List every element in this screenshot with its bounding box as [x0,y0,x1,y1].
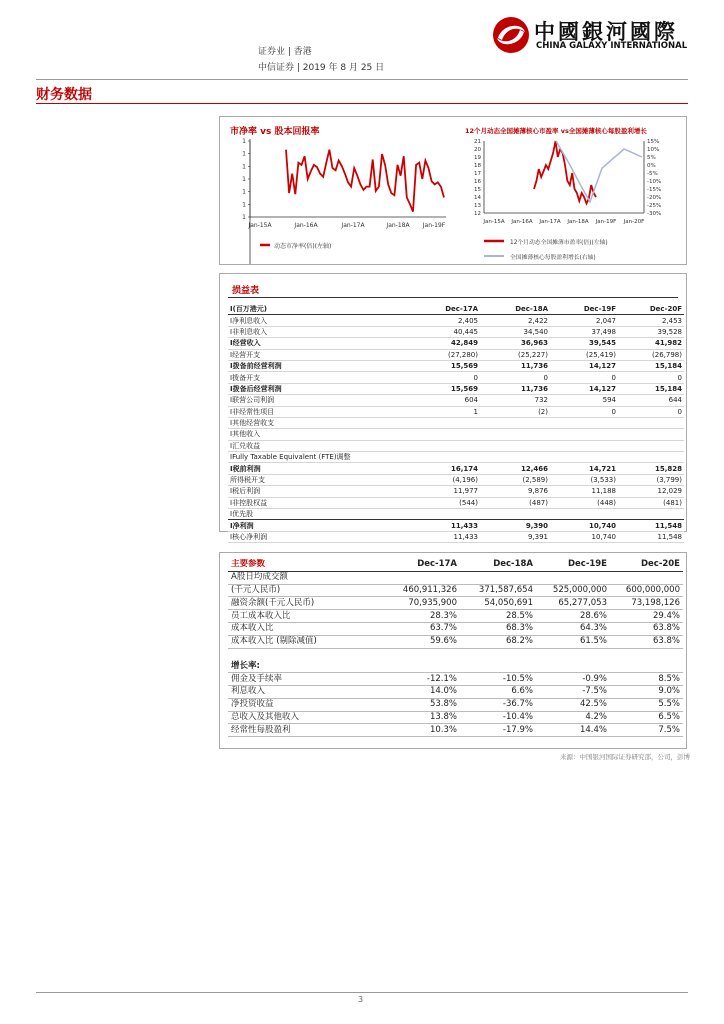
income-cell: 15,828 [618,463,684,474]
params-row [228,711,683,724]
income-cell: (544) [408,497,480,508]
income-row [228,360,684,371]
chart1-x-tick-label: Jan-19F [422,222,446,229]
income-row-label: I税前利润 [228,463,408,474]
income-cell: 11,977 [408,486,480,497]
income-cell [618,452,684,463]
income-cell: 11,548 [618,531,684,542]
chart2-x-tick-label: Jan-20F [623,219,645,225]
income-row-label: I其他经营收支 [228,417,408,428]
header-divider [36,79,688,80]
params-cell: 14.4% [536,724,610,737]
params-row-label: (千元人民币) [228,584,380,597]
chart2-y-right-tick-label: -15% [647,187,662,193]
params-row [228,597,683,610]
galaxy-swirl-icon [492,16,530,54]
income-row [228,474,684,485]
income-row [228,383,684,394]
income-row [228,463,684,474]
income-cell [550,417,618,428]
income-row [228,315,684,326]
income-cell: 604 [408,395,480,406]
income-header-year: Dec-20F [618,304,684,315]
params-cell: 10.3% [380,724,460,737]
chart2-y-left-tick-label: 15 [474,187,481,193]
income-statement-panel [219,273,687,541]
income-cell [618,509,684,520]
params-cell: 28.5% [460,610,536,623]
income-row-label: I联营公司利润 [228,395,408,406]
income-cell: 2,405 [408,315,480,326]
params-header-row [228,559,683,571]
params-spacer [228,648,683,660]
income-cell: 2,422 [480,315,550,326]
income-row-label: I其他收入 [228,429,408,440]
income-cell: (25,227) [480,349,550,360]
params-header-year: Dec-18A [460,559,536,571]
income-cell: 2,047 [550,315,618,326]
footer-divider [36,992,688,993]
params-cell: 42.5% [536,698,610,711]
chart1-x-tick-label: Jan-16A [294,222,318,229]
chart2-y-left-tick-label: 13 [474,203,481,209]
income-header-row [228,304,684,315]
params-cell: 63.7% [380,622,460,635]
params-cell: -10.5% [460,673,536,686]
section-title: 财务数据 [36,87,92,103]
params-cell: 54,050,691 [460,597,536,610]
income-cell [408,429,480,440]
chart2-y-left-tick-label: 16 [474,179,481,185]
params-cell: -7.5% [536,685,610,698]
logo-chinese-text: 中國銀河國際 [534,20,678,44]
params-row-label: 利息收入 [228,685,380,698]
chart1-x-tick-label: Jan-17A [341,222,365,229]
income-cell: 39,528 [618,326,684,337]
params-cell: 68.3% [460,622,536,635]
chart2-y-right-tick-label: -10% [647,179,662,185]
income-cell: 9,390 [480,520,550,531]
params-row [228,571,683,584]
params-cell: 61.5% [536,635,610,648]
chart1-x-tick-label: Jan-18A [386,222,410,229]
growth-title-row [228,660,683,672]
income-cell [480,429,550,440]
params-row-label: 经常性每股盈利 [228,724,380,737]
chart1-series-line [286,150,444,212]
params-cell [536,571,610,584]
chart2-x-tick-label: Jan-19F [595,219,617,225]
chart1-y-tick-label: 1 [242,188,246,196]
income-cell: 0 [618,406,684,417]
income-row [228,520,684,531]
params-row-label: 融资余额(千元人民币) [228,597,380,610]
header-company-date: 中信证券 | 2019 年 8 月 25 日 [258,63,385,73]
params-cell: 63.8% [610,635,683,648]
income-cell [408,440,480,451]
income-row [228,417,684,428]
params-cell: 525,000,000 [536,584,610,597]
chart1-x-tick-label: Jan-15A [248,222,272,229]
params-cell: 8.5% [610,673,683,686]
params-cell: 70,935,900 [380,597,460,610]
income-row-label: I税后利润 [228,486,408,497]
chart1-title: 市净率 vs 股本回报率 [230,127,320,137]
income-cell: 14,127 [550,360,618,371]
income-cell: 12,029 [618,486,684,497]
income-row-label: I核心净利润 [228,531,408,542]
income-cell: 16,174 [408,463,480,474]
params-row [228,685,683,698]
params-cell: 73,198,126 [610,597,683,610]
chart2-y-right-tick-label: 0% [647,163,656,169]
chart2-y-right-tick-label: 15% [647,139,660,145]
income-cell: 732 [480,395,550,406]
chart2-pe-line [534,141,596,203]
page-number: 3 [358,995,364,1004]
income-row-label: I汇兑收益 [228,440,408,451]
income-cell [480,509,550,520]
income-row-label: I净利息收入 [228,315,408,326]
income-cell [408,452,480,463]
income-cell: (448) [550,497,618,508]
chart2-x-tick-label: Jan-16A [511,219,533,225]
income-cell: 0 [550,372,618,383]
income-cell: 36,963 [480,338,550,349]
income-cell: 10,740 [550,531,618,542]
income-row-label: I拨备开支 [228,372,408,383]
params-row [228,724,683,737]
income-row [228,338,684,349]
chart1-legend-label: 动态市净率(倍)(左轴) [274,243,332,250]
income-row-label: I非利息收入 [228,326,408,337]
income-cell: 37,498 [550,326,618,337]
params-cell: 460,911,326 [380,584,460,597]
income-cell [408,509,480,520]
params-cell: 4.2% [536,711,610,724]
income-header-year: Dec-17A [408,304,480,315]
income-cell: 11,736 [480,360,550,371]
params-header-year: Dec-20E [610,559,683,571]
chart2-y-right-tick-label: -25% [647,203,662,209]
income-cell: 41,982 [618,338,684,349]
params-row-label: 总收入及其他收入 [228,711,380,724]
params-row [228,635,683,648]
params-cell: -12.1% [380,673,460,686]
income-row-label: I经营开支 [228,349,408,360]
params-cell: 7.5% [610,724,683,737]
income-title: 损益表 [232,286,260,296]
income-cell: (481) [618,497,684,508]
income-cell [550,452,618,463]
chart2-legend-label-eps: 全国摊薄核心每股盈利增长(右轴) [510,255,596,261]
income-cell: 0 [408,372,480,383]
income-cell: 34,540 [480,326,550,337]
params-cell: -0.9% [536,673,610,686]
income-cell: 39,545 [550,338,618,349]
chart1-y-tick-label: 1 [242,176,246,183]
income-cell [618,429,684,440]
income-cell: (2) [480,406,550,417]
income-cell [550,509,618,520]
params-cell: 68.2% [460,635,536,648]
chart2-y-left-tick-label: 21 [474,139,481,145]
params-row-label: 净投资收益 [228,698,380,711]
income-cell: (25,419) [550,349,618,360]
income-row-label: I非控股权益 [228,497,408,508]
params-row-label: 成本收入比 [228,622,380,635]
params-cell [460,571,536,584]
income-row-label: 所得税开支 [228,474,408,485]
params-cell: 13.8% [380,711,460,724]
income-cell: 12,466 [480,463,550,474]
params-row [228,673,683,686]
params-header-year: Dec-19E [536,559,610,571]
params-cell: 5.5% [610,698,683,711]
params-cell: 28.6% [536,610,610,623]
chart2-y-left-tick-label: 17 [474,171,481,177]
params-row [228,610,683,623]
logo-english-text: CHINA GALAXY INTERNATIONAL [536,41,688,51]
income-cell [480,452,550,463]
params-cell: -10.4% [460,711,536,724]
income-row [228,440,684,451]
income-cell: 14,127 [550,383,618,394]
income-cell: 594 [550,395,618,406]
params-cell: 29.4% [610,610,683,623]
params-cell: -17.9% [460,724,536,737]
income-row-label: I拨备后经营利润 [228,383,408,394]
params-row-label: 佣金及手续率 [228,673,380,686]
income-row-label: I拨备前经营利润 [228,360,408,371]
params-cell [380,571,460,584]
chart2-y-right-tick-label: -30% [647,211,662,217]
params-cell [610,571,683,584]
income-row [228,429,684,440]
chart2-y-right-tick-label: -20% [647,195,662,201]
header-sector: 证券业 | 香港 [258,47,312,57]
charts-panel [219,116,687,265]
income-row [228,395,684,406]
income-row [228,486,684,497]
chart2-y-right-tick-label: -5% [647,171,658,177]
income-row-label: I非经常性项目 [228,406,408,417]
income-row [228,497,684,508]
chart2-x-tick-label: Jan-18A [567,219,589,225]
income-row-label: I经营收入 [228,338,408,349]
source-note: 来源：中国银河国际证券研究部，公司，彭博 [560,753,690,761]
chart2-x-tick-label: Jan-17A [539,219,561,225]
income-cell: 42,849 [408,338,480,349]
income-table [228,304,684,543]
income-cell: 0 [618,372,684,383]
income-cell: 11,548 [618,520,684,531]
chart1-pb-roe [220,117,454,264]
income-cell: 11,433 [408,531,480,542]
chart2-y-left-tick-label: 12 [474,211,481,217]
income-cell: 10,740 [550,520,618,531]
chart1-y-tick-label: 1 [242,163,246,171]
chart2-eps-growth-line [556,141,642,202]
income-header-year: Dec-18A [480,304,550,315]
params-row [228,698,683,711]
params-cell: -36.7% [460,698,536,711]
params-cell: 64.3% [536,622,610,635]
income-cell [550,440,618,451]
params-cell: 371,587,654 [460,584,536,597]
chart2-y-left-tick-label: 19 [474,155,481,161]
params-cell: 63.8% [610,622,683,635]
income-cell: (27,280) [408,349,480,360]
income-title-divider [228,297,678,298]
income-cell: 644 [618,395,684,406]
income-row-label: IFully Taxable Equivalent (FTE)调整 [228,452,408,463]
params-cell: 6.6% [460,685,536,698]
growth-title: 增长率: [228,660,380,672]
income-cell [618,417,684,428]
params-cell: 59.6% [380,635,460,648]
income-cell: 11,188 [550,486,618,497]
income-row-label: I净利润 [228,520,408,531]
key-params-panel [219,552,687,749]
chart1-y-tick-label: 1 [242,138,246,145]
income-cell: 15,184 [618,360,684,371]
income-row [228,349,684,360]
params-row-label: 员工成本收入比 [228,610,380,623]
income-row-label: I优先股 [228,509,408,520]
chart1-y-tick-label: 1 [242,201,246,209]
income-cell: 14,721 [550,463,618,474]
income-cell: (3,533) [550,474,618,485]
income-cell: 0 [550,406,618,417]
params-cell: 65,277,053 [536,597,610,610]
income-cell: 40,445 [408,326,480,337]
income-cell [480,417,550,428]
income-row [228,531,684,542]
params-header-year: Dec-17A [380,559,460,571]
chart2-x-tick-label: Jan-15A [483,219,505,225]
params-cell: 9.0% [610,685,683,698]
income-cell: (26,798) [618,349,684,360]
chart2-legend-label-pe: 12个月动态全国摊薄市盈率(倍)(左轴) [510,240,608,246]
chart1-y-tick-label: 1 [242,214,246,221]
chart1-y-tick-label: 1 [242,150,246,158]
params-title: 主要参数 [228,559,380,571]
income-cell: (4,196) [408,474,480,485]
income-cell: 2,453 [618,315,684,326]
params-cell: 14.0% [380,685,460,698]
chart2-y-left-tick-label: 14 [474,195,481,201]
income-cell: 1 [408,406,480,417]
section-divider [36,103,688,104]
chart2-y-right-tick-label: 10% [647,147,660,153]
params-cell: 6.5% [610,711,683,724]
key-params-table [228,559,683,737]
income-cell: 9,876 [480,486,550,497]
chart2-pe-eps [454,117,686,264]
income-row [228,509,684,520]
income-cell: 0 [480,372,550,383]
income-header-year: Dec-19F [550,304,618,315]
income-row [228,326,684,337]
income-cell: 15,184 [618,383,684,394]
chart2-y-right-tick-label: 5% [647,155,656,161]
income-row [228,372,684,383]
params-cell: 53.8% [380,698,460,711]
income-row [228,452,684,463]
income-cell [408,417,480,428]
income-cell: (487) [480,497,550,508]
income-cell: 9,391 [480,531,550,542]
params-row-label: 成本收入比 (剔除减值) [228,635,380,648]
income-cell [618,440,684,451]
params-row [228,584,683,597]
params-cell: 28.3% [380,610,460,623]
income-cell [480,440,550,451]
chart2-title: 12个月动态全国摊薄核心市盈率 vs全国摊薄核心每股盈利增长 [465,127,647,135]
income-header-label: I(百万港元) [228,304,408,315]
params-cell: 600,000,000 [610,584,683,597]
income-cell: (2,589) [480,474,550,485]
income-cell [550,429,618,440]
income-cell: 11,736 [480,383,550,394]
params-row-label: A股日均成交额 [228,571,380,584]
params-row [228,622,683,635]
company-logo [492,14,692,54]
income-row [228,406,684,417]
income-cell: (3,799) [618,474,684,485]
income-cell: 15,569 [408,383,480,394]
chart2-y-left-tick-label: 20 [474,147,481,153]
income-cell: 11,433 [408,520,480,531]
chart2-y-left-tick-label: 18 [474,163,481,169]
income-cell: 15,569 [408,360,480,371]
